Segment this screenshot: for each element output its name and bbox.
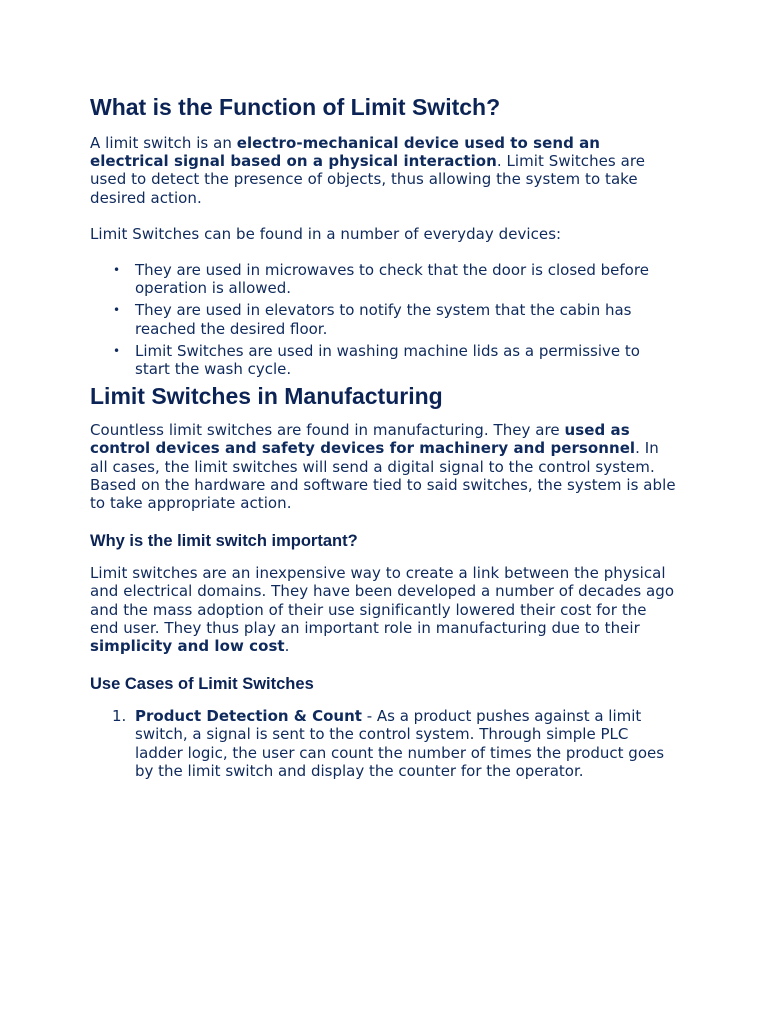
importance-text-end: . xyxy=(284,637,290,656)
section-heading-manufacturing: Limit Switches in Manufacturing xyxy=(90,383,443,410)
importance-bold-text: simplicity and low cost xyxy=(90,637,285,656)
list-item xyxy=(113,301,678,338)
everyday-devices-list xyxy=(90,261,678,378)
bullet-icon: • xyxy=(113,263,121,278)
list-item xyxy=(112,707,678,780)
manufacturing-text-end: . In all cases, the limit switches will send a digital signal to the control system. Based on the hardware and software tied to said switches, the system is able to take appropriate action. xyxy=(90,439,676,513)
intro-paragraph xyxy=(90,134,678,207)
manufacturing-text-start: Countless limit switches are found in manufacturing. They are xyxy=(90,421,565,440)
use-case-text: - As a product pushes against a limit switch, a signal is sent to the control system. Through simple PLC ladder logic, the user can count the number of times the product goes by the limit switch and display the counter for the operator. xyxy=(135,707,665,780)
bullet-icon: • xyxy=(113,343,121,358)
intro-text-start: A limit switch is an xyxy=(90,134,237,152)
list-item-text: Limit Switches are used in washing machine lids as a permissive to start the wash cycle. xyxy=(135,341,640,379)
manufacturing-paragraph xyxy=(90,421,678,512)
bullet-icon: • xyxy=(113,303,121,318)
everyday-devices-paragraph: Limit Switches can be found in a number of everyday devices: xyxy=(90,224,562,243)
use-cases-list xyxy=(90,707,678,780)
list-item xyxy=(113,261,678,298)
intro-bold-text: electro-mechanical device used to send an electrical signal based on a physical interaction xyxy=(90,134,601,171)
list-item-text: They are used in elevators to notify the system that the cabin has reached the desired floor. xyxy=(135,301,632,338)
subheading-use-cases: Use Cases of Limit Switches xyxy=(90,675,314,694)
list-item-text: They are used in microwaves to check that the door is closed before operation is allowed. xyxy=(135,261,649,298)
list-item xyxy=(113,341,678,379)
intro-text-end: . Limit Switches are used to detect the presence of objects, thus allowing the system to take desired action. xyxy=(90,152,646,207)
importance-text-start: Limit switches are an inexpensive way to create a link between the physical and electrical domains. They have been developed a number of decades ago and the mass adoption of their use significantly lowered their cost for the end user. They thus play an important role in manufacturing due to their xyxy=(90,564,675,637)
use-case-title: Product Detection & Count xyxy=(135,707,362,726)
manufacturing-bold-text: used as control devices and safety devices for machinery and personnel xyxy=(90,421,636,458)
importance-paragraph xyxy=(90,564,678,655)
list-number: 1. xyxy=(112,707,127,726)
page-title: What is the Function of Limit Switch? xyxy=(90,94,501,120)
subheading-importance: Why is the limit switch important? xyxy=(90,532,358,551)
